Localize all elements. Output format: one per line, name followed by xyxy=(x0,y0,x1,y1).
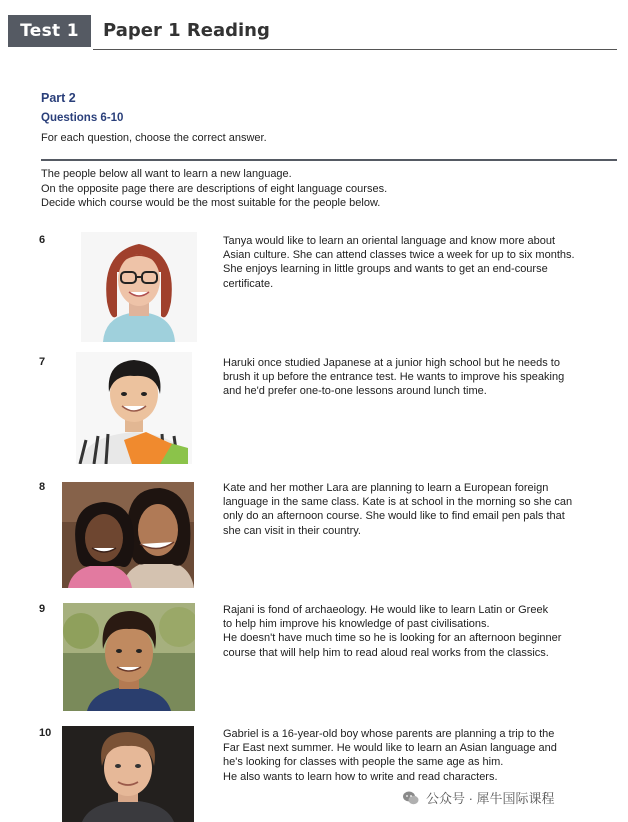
question-description xyxy=(223,356,613,399)
question-number: 8 xyxy=(39,481,46,493)
question-number: 6 xyxy=(39,234,46,246)
description-line: brush it up before the entrance test. He wants to improve his speaking xyxy=(223,371,565,384)
question-description xyxy=(223,727,613,784)
question-description xyxy=(223,481,613,538)
description-line: Asian culture. She can attend classes twice a week for up to six months. xyxy=(223,249,575,262)
watermark xyxy=(402,788,555,807)
wechat-icon xyxy=(402,789,420,807)
description-line: and he'd prefer one-to-one lessons around lunch time. xyxy=(223,385,487,398)
description-line: Haruki once studied Japanese at a junior high school but he needs to xyxy=(223,357,560,369)
description-line: He also wants to learn how to write and read characters. xyxy=(223,770,498,783)
description-line: certificate. xyxy=(223,277,274,290)
description-line: He doesn't have much time so he is looking for an afternoon beginner xyxy=(223,632,562,645)
description-line: only do an afternoon course. She would like to find email pen pals that xyxy=(223,510,565,523)
description-line: course that will help him to read aloud real works from the classics. xyxy=(223,646,549,659)
description-line: She enjoys learning in little groups and wants to get an end-course xyxy=(223,263,548,276)
test-label: Test 1 xyxy=(8,15,91,47)
description-line: he's looking for classes with people the same age as him. xyxy=(223,756,504,769)
photo-kate-and-lara xyxy=(62,482,194,588)
photo-tanya xyxy=(81,232,197,342)
description-line: language in the same class. Kate is at school in the morning so she can xyxy=(223,496,573,509)
description-line: Gabriel is a 16-year-old boy whose parents are planning a trip to the xyxy=(223,728,555,740)
description-line: Far East next summer. He would like to learn an Asian language and xyxy=(223,742,557,755)
description-line: Kate and her mother Lara are planning to learn a European foreign xyxy=(223,482,549,494)
section-divider xyxy=(41,159,617,161)
description-line: Tanya would like to learn an oriental language and know more about xyxy=(223,235,556,247)
intro-line: The people below all want to learn a new language. xyxy=(41,168,292,180)
description-line: she can visit in their country. xyxy=(223,524,361,537)
question-description xyxy=(223,603,613,660)
questions-heading: Questions 6-10 xyxy=(41,112,124,124)
question-number: 10 xyxy=(39,727,52,739)
question-number: 7 xyxy=(39,356,46,368)
part-heading: Part 2 xyxy=(41,91,76,105)
intro-line: On the opposite page there are descriptions of eight language courses. xyxy=(41,182,388,195)
watermark-text: 公众号 · 犀牛国际课程 xyxy=(426,791,555,806)
description-line: to help him improve his knowledge of past civilisations. xyxy=(223,618,490,631)
paper-title: Paper 1 Reading xyxy=(103,20,270,41)
photo-gabriel xyxy=(62,726,194,822)
question-description xyxy=(223,234,613,291)
instruction-text: For each question, choose the correct answer. xyxy=(41,132,267,144)
photo-rajani xyxy=(63,603,195,711)
intro-line: Decide which course would be the most suitable for the people below. xyxy=(41,197,381,209)
photo-haruki xyxy=(76,352,192,464)
question-number: 9 xyxy=(39,603,46,615)
header-divider xyxy=(93,49,617,50)
intro-text xyxy=(41,167,387,211)
description-line: Rajani is fond of archaeology. He would like to learn Latin or Greek xyxy=(223,604,549,616)
